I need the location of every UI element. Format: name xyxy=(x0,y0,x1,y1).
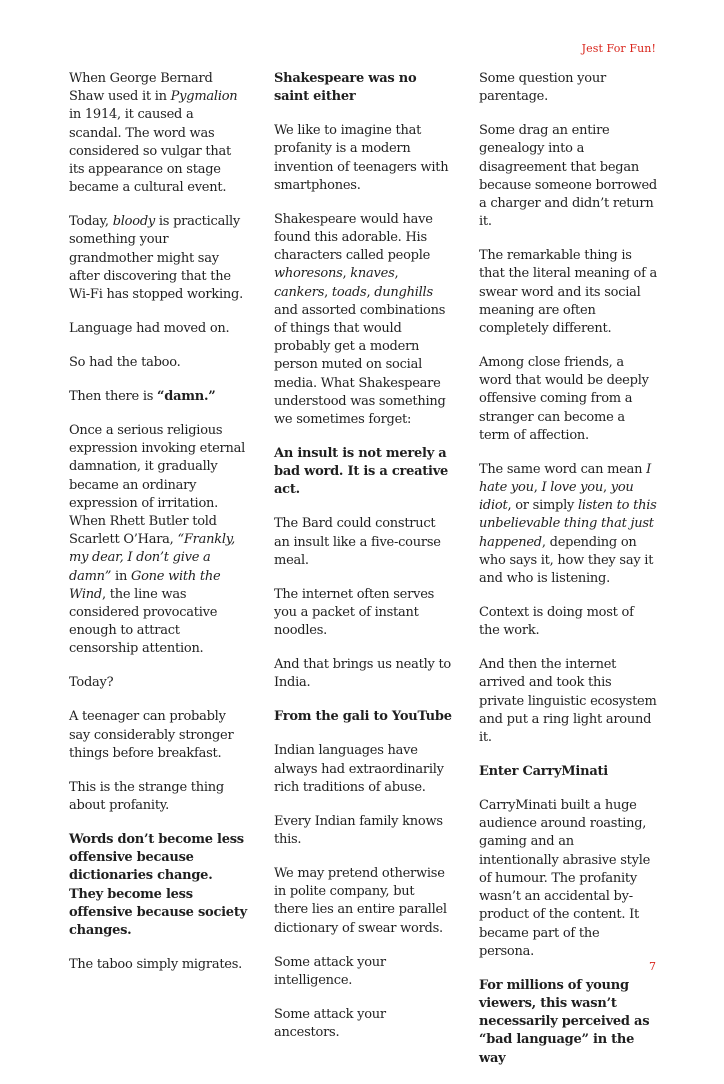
body-text: , depending on who says it, how they say it and who is listening. xyxy=(479,534,654,587)
italic-text: cankers xyxy=(274,284,325,300)
body-text: We may pretend otherwise in polite company, but there lies an entire parallel dictionary of swear words. xyxy=(274,866,447,936)
paragraph xyxy=(479,977,657,1068)
bold-text: An insult is not merely a bad word. It is a creative act. xyxy=(274,446,449,498)
paragraph xyxy=(479,354,657,445)
italic-text: “Frankly, my dear, I don’t give a damn” xyxy=(69,532,235,584)
body-text: Today? xyxy=(69,675,114,691)
body-text: CarryMinati built a huge audience around roasting, gaming and an intentionally abrasive style of humour. The profanity wasn’t an accidental by-product of the content. It became part of the persona. xyxy=(479,798,651,959)
bold-text: Words don’t become less offensive because dictionaries change. They become less offensive because society changes. xyxy=(69,832,247,939)
column-2 xyxy=(274,70,452,1058)
paragraph xyxy=(274,211,452,429)
paragraph xyxy=(69,320,247,338)
paragraph xyxy=(69,388,247,406)
body-text: Context is doing most of the work. xyxy=(479,605,634,639)
paragraph xyxy=(274,445,452,500)
paragraph xyxy=(479,247,657,338)
paragraph xyxy=(274,742,452,797)
italic-text: listen to this unbelievable thing that just happened xyxy=(479,498,657,550)
body-text: in xyxy=(111,568,131,584)
bold-text: Shakespeare was no saint either xyxy=(274,71,417,105)
paragraph xyxy=(479,70,657,106)
body-text: The internet often serves you a packet of instant noodles. xyxy=(274,586,435,639)
italic-text: bloody xyxy=(112,214,156,230)
page-number: 7 xyxy=(649,960,656,973)
body-text: And then the internet arrived and took this private linguistic ecosystem and put a ring light around it. xyxy=(479,657,657,746)
bold-text: “damn.” xyxy=(157,389,216,405)
body-text: The same word can mean xyxy=(479,461,647,477)
paragraph xyxy=(274,656,452,692)
paragraph xyxy=(69,354,247,372)
paragraph xyxy=(274,586,452,641)
paragraph xyxy=(274,708,452,726)
body-text: , xyxy=(602,480,611,496)
italic-text: you idiot xyxy=(479,480,634,514)
body-text: , the line was considered provocative enough to attract censorship attention. xyxy=(69,586,218,657)
paragraph xyxy=(479,122,657,231)
body-text: We like to imagine that profanity is a modern invention of teenagers with smartphones. xyxy=(274,123,449,193)
bold-text: For millions of young viewers, this wasn’t necessarily perceived as “bad language” in the way xyxy=(479,977,650,1066)
paragraph xyxy=(274,515,452,570)
body-text: Some question your parentage. xyxy=(479,71,606,105)
paragraph xyxy=(274,1006,452,1042)
body-text: , xyxy=(324,284,332,300)
paragraph xyxy=(274,954,452,990)
bold-text: From the gali to YouTube xyxy=(274,709,452,725)
body-text: And that brings us neatly to India. xyxy=(274,657,452,691)
paragraph xyxy=(479,656,657,747)
body-text: , xyxy=(366,284,375,300)
body-text: Once a serious religious expression invoking eternal damnation, it gradually became an ordinary expression of irritation. When Rhett Butler told Scarlett O’Hara, xyxy=(69,423,246,548)
paragraph xyxy=(69,70,247,197)
paragraph xyxy=(274,70,452,106)
italic-text: dunghills xyxy=(374,284,433,300)
body-text: and assorted combinations of things that would probably get a modern person muted on social media. What Shakespeare understood was something we sometimes forget: xyxy=(274,302,446,428)
italic-text: I love you xyxy=(541,480,603,496)
body-text: in 1914, it caused a scandal. The word was considered so vulgar that its appearance on stage became a cultural event. xyxy=(69,107,231,196)
paragraph xyxy=(479,797,657,961)
paragraph xyxy=(274,865,452,938)
body-text: The taboo simply migrates. xyxy=(69,957,243,973)
paragraph xyxy=(479,763,657,781)
paragraph xyxy=(274,813,452,849)
body-text: The remarkable thing is that the literal meaning of a swear word and its social meaning are often completely different. xyxy=(479,248,658,337)
body-text: , or simply xyxy=(507,498,579,514)
body-text: Shakespeare would have found this adorable. His characters called people xyxy=(274,211,433,264)
italic-text: toads xyxy=(331,284,367,300)
column-3 xyxy=(479,70,657,1084)
body-text: Language had moved on. xyxy=(69,321,230,337)
paragraph xyxy=(479,461,657,588)
body-text: Then there is xyxy=(69,389,158,405)
body-text: So had the taboo. xyxy=(69,355,181,371)
paragraph xyxy=(69,674,247,692)
body-text: Among close friends, a word that would be deeply offensive coming from a stranger can become a term of affection. xyxy=(479,355,649,443)
body-text: Indian languages have always had extraordinarily rich traditions of abuse. xyxy=(274,743,444,795)
paragraph xyxy=(69,708,247,763)
italic-text: knaves xyxy=(350,266,395,282)
running-header: Jest For Fun! xyxy=(581,42,656,55)
body-text: is practically something your grandmother might say after discovering that the Wi-Fi has stopped working. xyxy=(69,214,243,303)
body-text: Some attack your intelligence. xyxy=(274,954,386,988)
body-text: , xyxy=(342,266,351,282)
body-text: , xyxy=(394,266,399,282)
body-text: When George Bernard Shaw used it in xyxy=(69,71,213,105)
paragraph xyxy=(69,956,247,974)
column-1 xyxy=(69,70,247,990)
paragraph xyxy=(69,213,247,304)
body-text: , xyxy=(533,480,542,496)
paragraph xyxy=(274,122,452,195)
italic-text: whoresons xyxy=(274,266,343,282)
body-text: Today, xyxy=(69,214,113,230)
body-text: The Bard could construct an insult like a five-course meal. xyxy=(274,516,441,568)
body-text: A teenager can probably say considerably stronger things before breakfast. xyxy=(69,709,234,761)
bold-text: Enter CarryMinati xyxy=(479,764,608,780)
paragraph xyxy=(69,779,247,815)
paragraph xyxy=(69,831,247,940)
italic-text: I hate you xyxy=(479,461,652,496)
paragraph xyxy=(479,604,657,640)
body-text: Some attack your ancestors. xyxy=(274,1006,386,1041)
body-text: This is the strange thing about profanity. xyxy=(69,779,224,814)
paragraph xyxy=(69,422,247,659)
body-text: Every Indian family knows this. xyxy=(274,813,443,848)
body-text: Some drag an entire genealogy into a disagreement that began because someone borrowed a charger and didn’t return it. xyxy=(479,123,658,230)
italic-text: Gone with the Wind xyxy=(69,568,221,602)
italic-text: Pygmalion xyxy=(170,89,238,105)
